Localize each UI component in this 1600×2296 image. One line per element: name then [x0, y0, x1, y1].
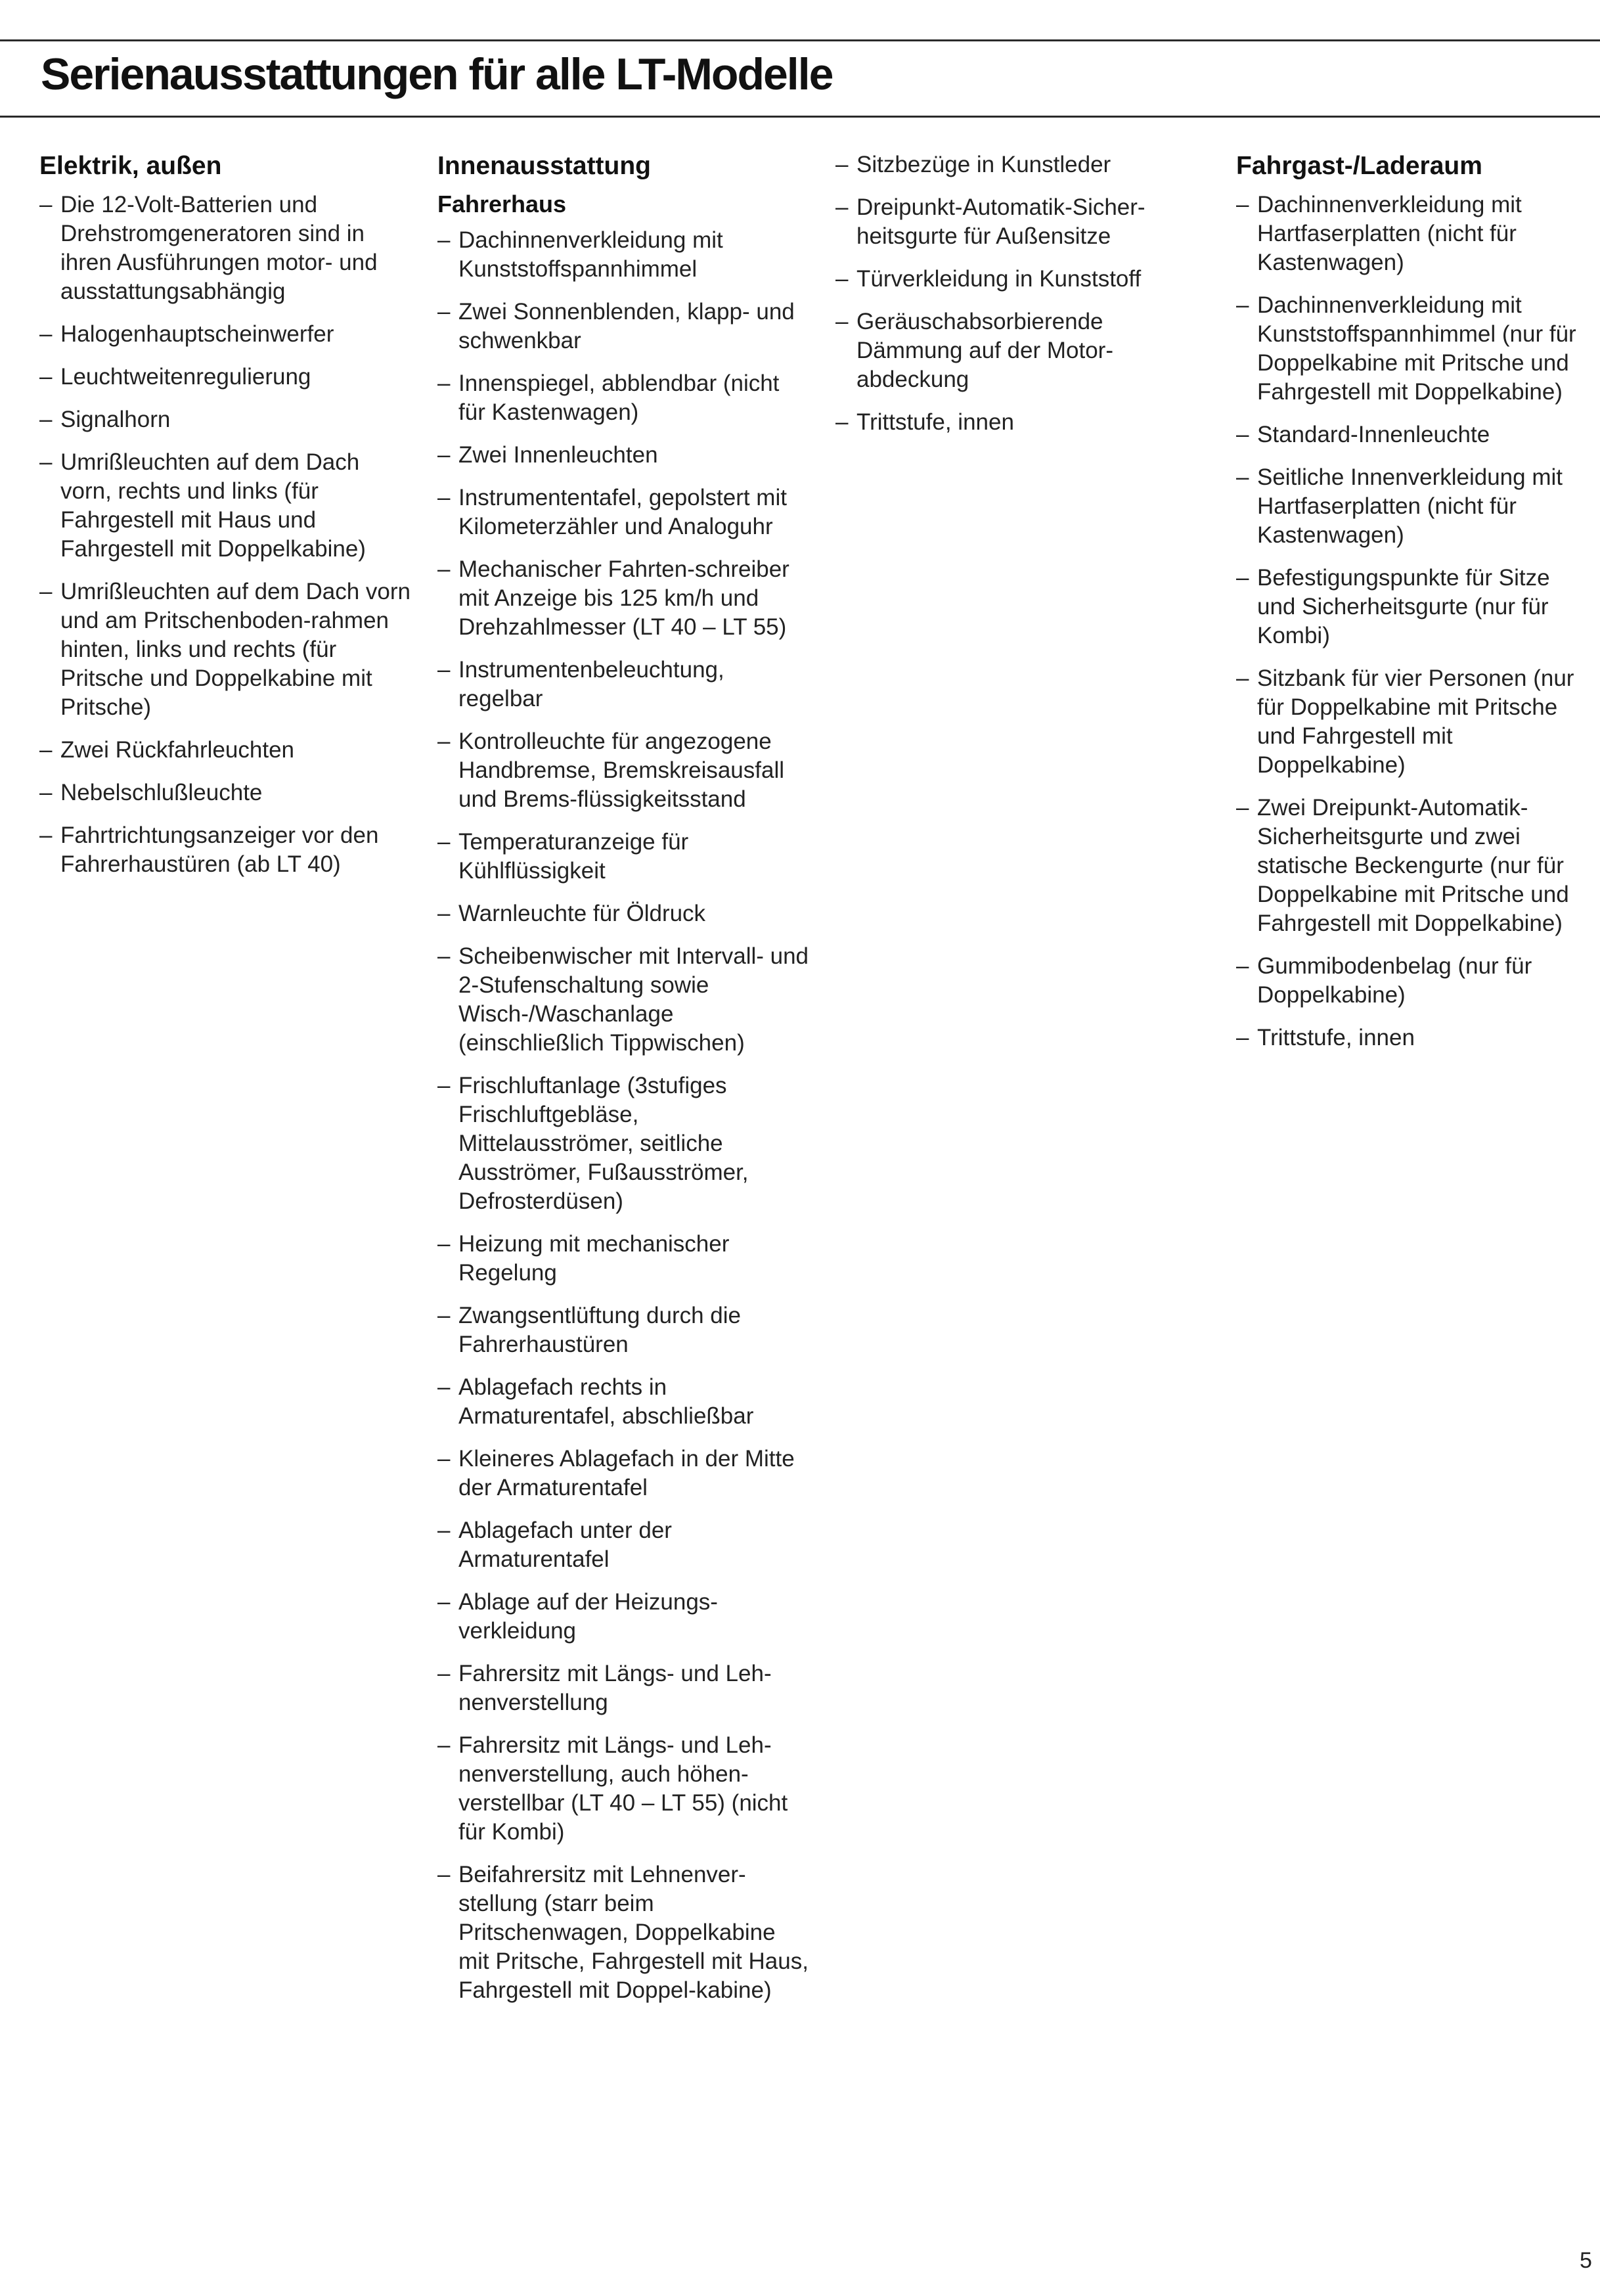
list-item: – Kleineres Ablagefach in der Mitte der Armaturentafel	[437, 1445, 812, 1502]
list-item: – Kontrolleuchte für angezogene Handbremse, Bremskreisausfall und Brems-flüssigkeitsstand	[437, 727, 812, 814]
column-elektrik	[39, 150, 414, 893]
list-item: – Mechanischer Fahrten-schreiber mit Anzeige bis 125 km/h und Drehzahlmesser (LT 40 – LT 55)	[437, 555, 812, 642]
fahrerhaus-list	[437, 226, 812, 2005]
list-item: – Befestigungspunkte für Sitze und Sicherheitsgurte (nur für Kombi)	[1236, 564, 1584, 650]
list-item: – Fahrersitz mit Längs- und Leh-nenverstellung, auch höhen-verstellbar (LT 40 – LT 55) (nicht für Kombi)	[437, 1731, 812, 1847]
list-item: – Warnleuchte für Öldruck	[437, 899, 812, 928]
list-item: – Trittstufe, innen	[1236, 1024, 1584, 1052]
list-item: – Umrißleuchten auf dem Dach vorn, rechts und links (für Fahrgestell mit Haus und Fahrgestell mit Doppelkabine)	[39, 448, 414, 564]
list-item: – Zwei Innenleuchten	[437, 441, 812, 470]
list-item: – Innenspiegel, abblendbar (nicht für Kastenwagen)	[437, 369, 812, 427]
subheading-fahrerhaus: Fahrerhaus	[437, 191, 567, 217]
list-item: – Temperaturanzeige für Kühlflüssigkeit	[437, 828, 812, 886]
list-item: – Ablagefach unter der Armaturentafel	[437, 1516, 812, 1574]
list-item: – Ablagefach rechts in Armaturentafel, abschließbar	[437, 1373, 812, 1431]
list-item: – Zwei Dreipunkt-Automatik-Sicherheitsgurte und zwei statische Beckengurte (nur für Doppelkabine mit Pritsche und Fahrgestell mit Doppelkabine)	[1236, 794, 1584, 938]
elektrik-list	[39, 191, 414, 879]
page-title: Serienausstattungen für alle LT-Modelle	[41, 49, 833, 99]
section-heading-fahrgast-laderaum: Fahrgast-/Laderaum	[1236, 152, 1482, 180]
list-item: – Zwei Sonnenblenden, klapp- und schwenkbar	[437, 298, 812, 355]
list-item: – Instrumententafel, gepolstert mit Kilometerzähler und Analoguhr	[437, 484, 812, 541]
list-item: – Dachinnenverkleidung mit Kunststoffspannhimmel (nur für Doppelkabine mit Pritsche und Fahrgestell mit Doppelkabine)	[1236, 291, 1584, 407]
list-item: – Scheibenwischer mit Intervall- und 2-Stufenschaltung sowie Wisch-/Waschanlage (einschließlich Tippwischen)	[437, 942, 812, 1058]
column-fahrgast-laderaum	[1236, 150, 1584, 1066]
list-item: – Signalhorn	[39, 405, 414, 434]
list-item: – Dachinnenverkleidung mit Kunststoffspannhimmel	[437, 226, 812, 284]
list-item: – Zwei Rückfahrleuchten	[39, 736, 414, 765]
list-item: – Geräuschabsorbierende Dämmung auf der Motor-abdeckung	[835, 307, 1210, 394]
list-item: – Sitzbezüge in Kunstleder	[835, 150, 1210, 179]
list-item: – Standard-Innenleuchte	[1236, 420, 1584, 449]
fahrgast-list	[1236, 191, 1584, 1052]
list-item: – Fahrtrichtungsanzeiger vor den Fahrerhaustüren (ab LT 40)	[39, 821, 414, 879]
column-innenausstattung	[437, 150, 812, 2019]
list-item: – Beifahrersitz mit Lehnenver-stellung (starr beim Pritschenwagen, Doppelkabine mit Pritsche, Fahrgestell mit Haus, Fahrgestell mit Doppel-kabine)	[437, 1860, 812, 2005]
list-item: – Dachinnenverkleidung mit Hartfaserplatten (nicht für Kastenwagen)	[1236, 191, 1584, 277]
list-item: – Seitliche Innenverkleidung mit Hartfaserplatten (nicht für Kastenwagen)	[1236, 463, 1584, 550]
title-underline-rule	[0, 116, 1600, 118]
section-heading-elektrik: Elektrik, außen	[39, 152, 222, 180]
list-item: – Frischluftanlage (3stufiges Frischluftgebläse, Mittelausströmer, seitliche Ausströmer, Fußausströmer, Defrosterdüsen)	[437, 1071, 812, 1216]
list-item: – Gummibodenbelag (nur für Doppelkabine)	[1236, 952, 1584, 1010]
section-heading-innenausstattung: Innenausstattung	[437, 152, 652, 180]
list-item: – Türverkleidung in Kunststoff	[835, 265, 1210, 294]
list-item: – Die 12-Volt-Batterien und Drehstromgeneratoren sind in ihren Ausführungen motor- und ausstattungsabhängig	[39, 191, 414, 306]
list-item: – Heizung mit mechanischer Regelung	[437, 1230, 812, 1288]
list-item: – Fahrersitz mit Längs- und Leh-nenverstellung	[437, 1659, 812, 1717]
list-item: – Umrißleuchten auf dem Dach vorn und am Pritschenboden-rahmen hinten, links und rechts (für Pritsche und Doppelkabine mit Pritsche)	[39, 577, 414, 722]
list-item: – Trittstufe, innen	[835, 408, 1210, 437]
list-item: – Ablage auf der Heizungs-verkleidung	[437, 1588, 812, 1646]
fahrerhaus-list-continued	[835, 150, 1210, 437]
list-item: – Dreipunkt-Automatik-Sicher-heitsgurte für Außensitze	[835, 193, 1210, 251]
list-item: – Instrumentenbeleuchtung, regelbar	[437, 656, 812, 713]
top-rule	[0, 39, 1600, 41]
column-innenausstattung-continued	[835, 150, 1210, 451]
list-item: – Leuchtweitenregulierung	[39, 363, 414, 392]
list-item: – Halogenhauptscheinwerfer	[39, 320, 414, 349]
list-item: – Nebelschlußleuchte	[39, 778, 414, 807]
list-item: – Zwangsentlüftung durch die Fahrerhaustüren	[437, 1301, 812, 1359]
list-item: – Sitzbank für vier Personen (nur für Doppelkabine mit Pritsche und Fahrgestell mit Doppelkabine)	[1236, 664, 1584, 780]
page-number: 5	[1580, 2248, 1592, 2273]
